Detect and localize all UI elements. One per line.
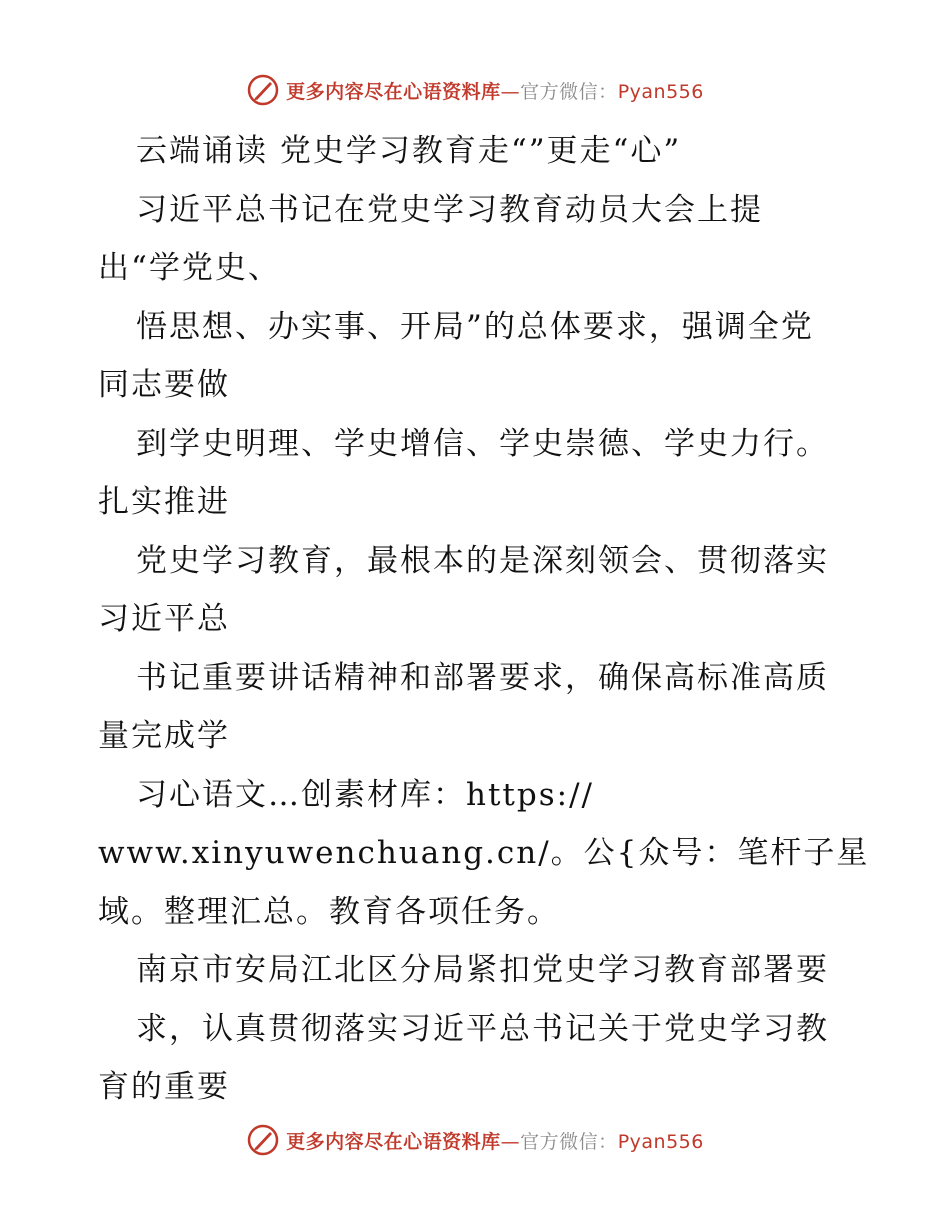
watermark-wechat-id: Pyan556 bbox=[617, 80, 704, 103]
doc-line: 书记重要讲话精神和部署要求，确保高标准高质 bbox=[136, 659, 829, 696]
doc-line: 扎实推进 bbox=[98, 484, 230, 520]
header-watermark bbox=[0, 70, 950, 110]
document-body bbox=[98, 122, 870, 1117]
watermark-official-label: 官方微信： bbox=[520, 80, 618, 103]
doc-line: 习近平总书记在党史学习教育动员大会上提 bbox=[136, 191, 763, 228]
watermark-official-label: 官方微信： bbox=[520, 1130, 618, 1153]
doc-line: 域。整理汇总。教育各项任务。 bbox=[98, 893, 560, 930]
doc-line: 党史学习教育，最根本的是深刻领会、贯彻落实 bbox=[136, 542, 829, 579]
watermark-brand: 更多内容尽在心语资料库 bbox=[286, 1130, 501, 1153]
doc-line: 习心语文…创素材库：https:// bbox=[136, 776, 594, 813]
doc-line: 到学史明理、学史增信、学史崇德、学史力行。 bbox=[136, 425, 829, 462]
doc-line: www.xinyuwenchuang.cn/。公{众号：笔杆子星 bbox=[98, 835, 870, 871]
footer-watermark bbox=[0, 1120, 950, 1160]
watermark-wechat-id: Pyan556 bbox=[617, 1130, 704, 1153]
doc-line: 育的重要 bbox=[98, 1069, 230, 1105]
watermark-separator: — bbox=[500, 80, 521, 103]
quill-pen-logo-icon bbox=[246, 73, 280, 107]
watermark-brand: 更多内容尽在心语资料库 bbox=[286, 80, 501, 103]
doc-line: 习近平总 bbox=[98, 601, 230, 637]
doc-line: 量完成学 bbox=[98, 718, 230, 754]
doc-line: 出“学党史、 bbox=[98, 250, 281, 286]
doc-line: 求，认真贯彻落实习近平总书记关于党史学习教 bbox=[136, 1010, 829, 1047]
doc-line: 南京市安局江北区分局紧扣党史学习教育部署要 bbox=[136, 952, 829, 988]
watermark-text bbox=[286, 77, 704, 104]
watermark-text bbox=[286, 1127, 704, 1154]
doc-line: 同志要做 bbox=[98, 367, 230, 403]
doc-title: 云端诵读 党史学习教育走“”更走“心” bbox=[136, 133, 682, 169]
watermark-separator: — bbox=[500, 1130, 521, 1153]
doc-line: 悟思想、办实事、开局”的总体要求，强调全党 bbox=[136, 308, 814, 345]
quill-pen-logo-icon bbox=[246, 1123, 280, 1157]
